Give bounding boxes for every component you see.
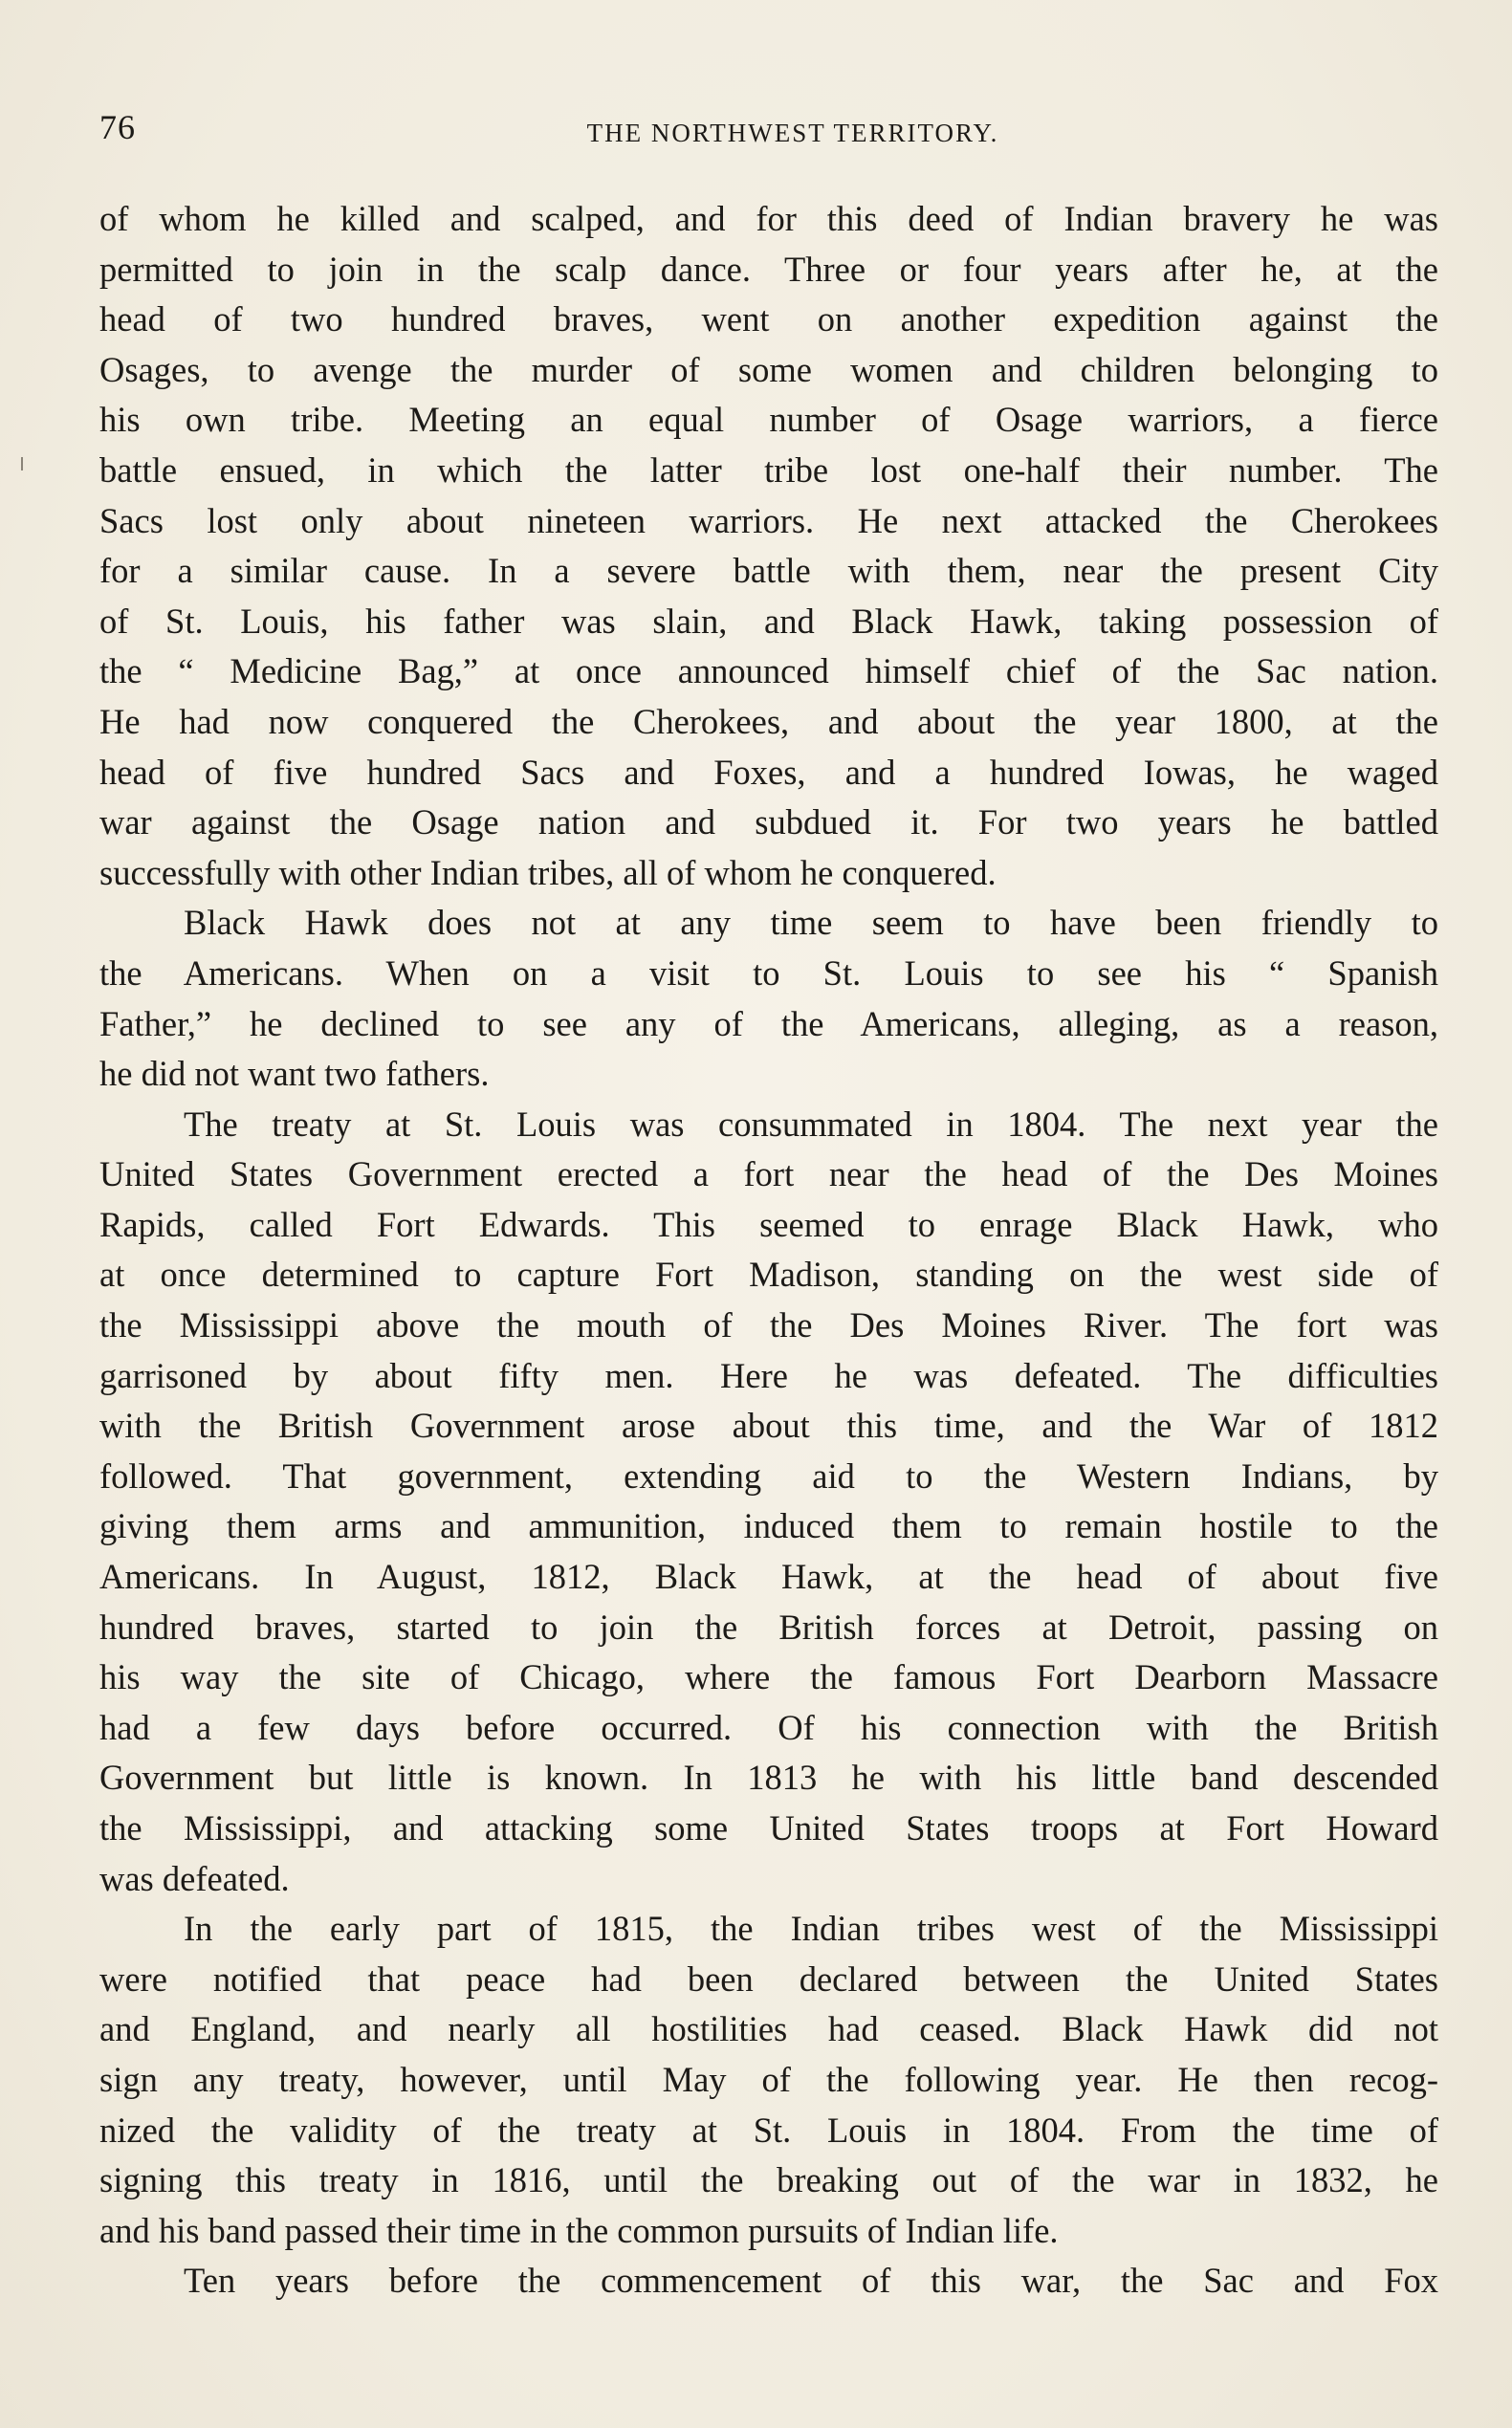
text-line: war against the Osage nation and subdued it. For two years he battled xyxy=(99,802,1438,842)
text-line: Rapids, called Fort Edwards. This seemed to enrage Black Hawk, who xyxy=(99,1204,1438,1244)
text-line: Father,” he declined to see any of the Americans, alleging, as a reason, xyxy=(99,1003,1438,1043)
text-line: Sacs lost only about nineteen warriors. He next attacked the Cherokees xyxy=(99,500,1438,540)
text-line: battle ensued, in which the latter tribe lost one-half their number. The xyxy=(99,449,1438,490)
text-line: were notified that peace had been declared between the United States xyxy=(99,1958,1438,1999)
text-line: the Americans. When on a visit to St. Louis to see his “ Spanish xyxy=(99,952,1438,993)
text-line: the “ Medicine Bag,” at once announced himself chief of the Sac nation. xyxy=(99,651,1438,691)
text-line: for a similar cause. In a severe battle with them, near the present City xyxy=(99,551,1438,591)
text-line: of St. Louis, his father was slain, and Black Hawk, taking possession of xyxy=(99,601,1438,641)
text-line: Osages, to avenge the murder of some women and children belonging to xyxy=(99,349,1438,389)
text-line: of whom he killed and scalped, and for this deed of Indian bravery he was xyxy=(99,199,1438,238)
text-line: Americans. In August, 1812, Black Hawk, at the head of about five xyxy=(99,1557,1438,1597)
text-line: and England, and nearly all hostilities had ceased. Black Hawk did not xyxy=(99,2009,1438,2049)
text-line: his own tribe. Meeting an equal number of Osage warriors, a fierce xyxy=(99,400,1438,440)
text-line: The treaty at St. Louis was consummated in 1804. The next year the xyxy=(184,1104,1438,1144)
text-line: he did not want two fathers. xyxy=(99,1054,490,1094)
text-line: at once determined to capture Fort Madison, standing on the west side of xyxy=(99,1255,1438,1295)
text-line: with the British Government arose about this time, and the War of 1812 xyxy=(99,1406,1438,1446)
body-text xyxy=(99,194,1438,2307)
text-line: had a few days before occurred. Of his connection with the British xyxy=(99,1707,1438,1747)
running-head: THE NORTHWEST TERRITORY. xyxy=(586,119,999,147)
page-header xyxy=(99,107,1448,155)
text-line: He had now conquered the Cherokees, and about the year 1800, at the xyxy=(99,701,1438,741)
page-number: 76 xyxy=(99,108,136,146)
margin-mark xyxy=(21,457,23,470)
text-line: successfully with other Indian tribes, all of whom he conquered. xyxy=(99,852,997,892)
text-line: giving them arms and ammunition, induced them to remain hostile to the xyxy=(99,1506,1438,1546)
text-line: United States Government erected a fort near the head of the Des Moines xyxy=(99,1154,1438,1194)
text-line: garrisoned by about fifty men. Here he was defeated. The difficulties xyxy=(99,1355,1438,1395)
text-line: hundred braves, started to join the British forces at Detroit, passing on xyxy=(99,1607,1438,1647)
text-line: was defeated. xyxy=(99,1858,290,1898)
text-line: Government but little is known. In 1813 he with his little band descended xyxy=(99,1758,1438,1798)
text-line: permitted to join in the scalp dance. Three or four years after he, at the xyxy=(99,249,1438,289)
text-line: his way the site of Chicago, where the famous Fort Dearborn Massacre xyxy=(99,1657,1438,1697)
text-line: nized the validity of the treaty at St. Louis in 1804. From the time of xyxy=(99,2110,1438,2150)
text-line: signing this treaty in 1816, until the breaking out of the war in 1832, he xyxy=(99,2160,1438,2200)
text-line: head of two hundred braves, went on another expedition against the xyxy=(99,299,1438,339)
text-line: Ten years before the commencement of this war, the Sac and Fox xyxy=(184,2261,1438,2301)
text-line: Black Hawk does not at any time seem to have been friendly to xyxy=(184,903,1438,943)
text-line: the Mississippi above the mouth of the Des Moines River. The fort was xyxy=(99,1305,1438,1345)
text-line: and his band passed their time in the common pursuits of Indian life. xyxy=(99,2210,1059,2250)
text-line: followed. That government, extending aid to the Western Indians, by xyxy=(99,1455,1438,1496)
text-line: head of five hundred Sacs and Foxes, and a hundred Iowas, he waged xyxy=(99,752,1438,792)
text-line: sign any treaty, however, until May of the following year. He then recog- xyxy=(99,2059,1438,2099)
text-line: the Mississippi, and attacking some United States troops at Fort Howard xyxy=(99,1808,1438,1848)
text-line: In the early part of 1815, the Indian tribes west of the Mississippi xyxy=(184,1909,1438,1949)
